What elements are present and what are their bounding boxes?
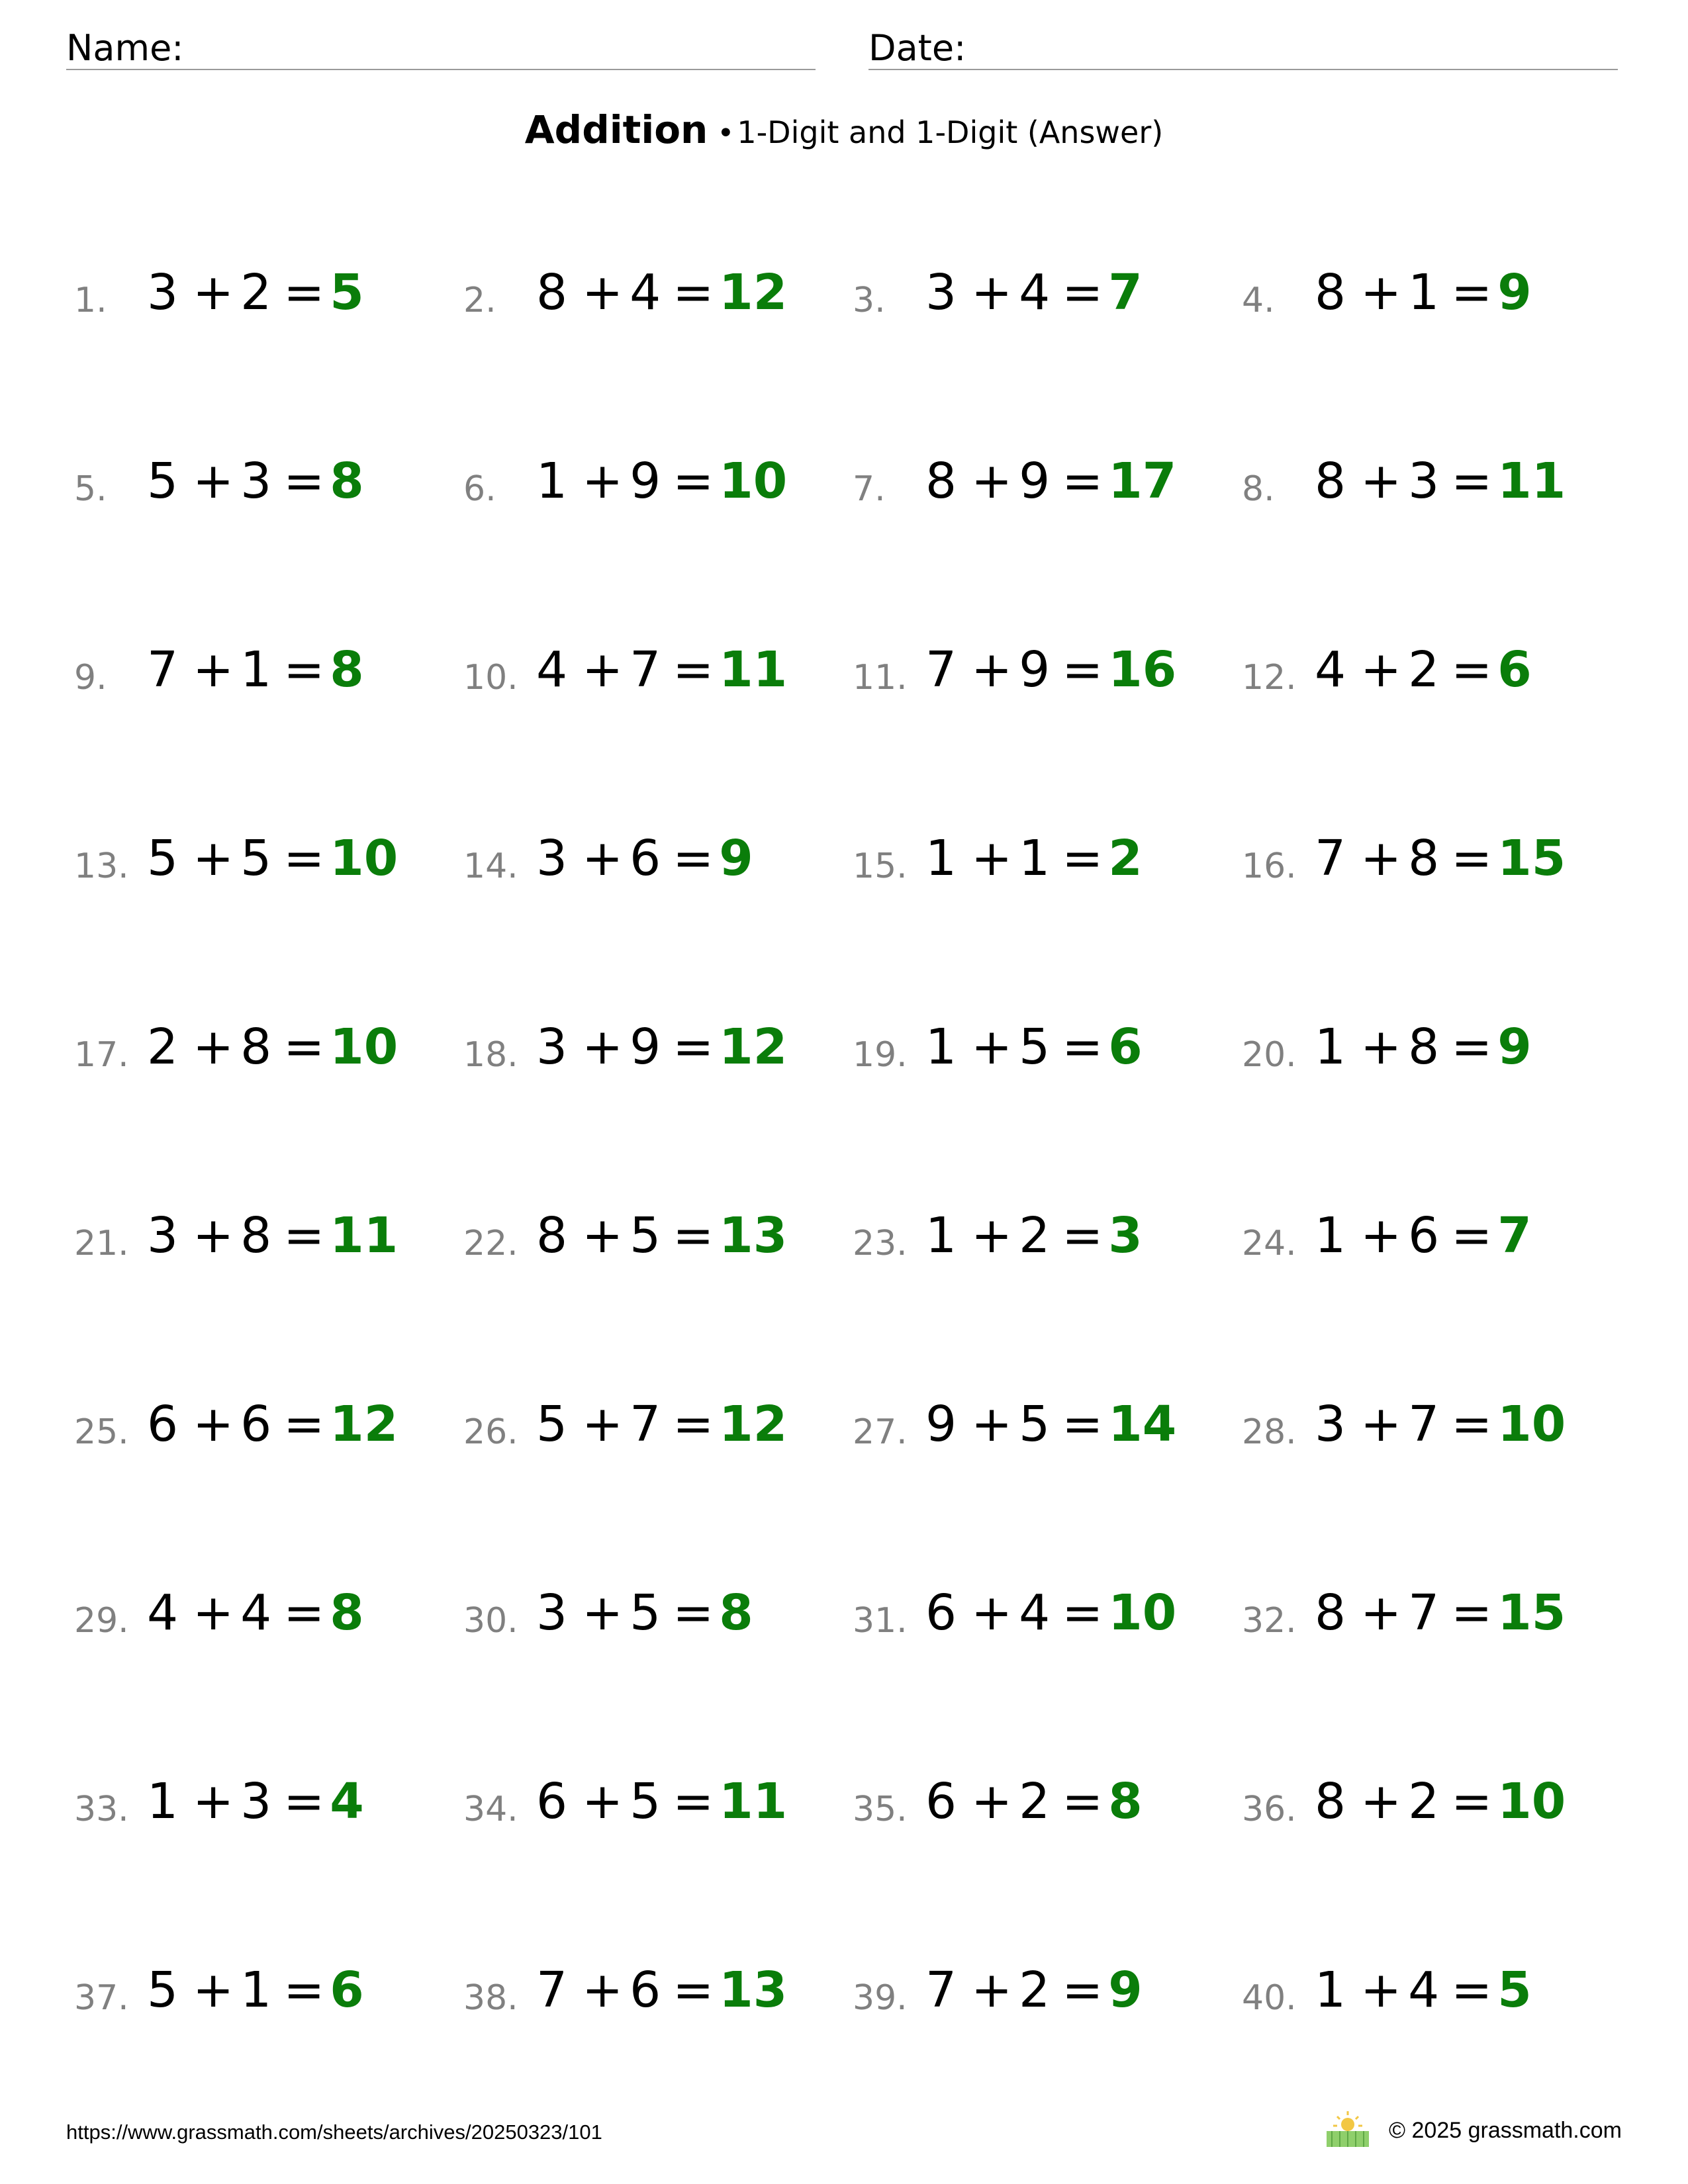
equals-sign: = — [673, 1773, 714, 1830]
addend-b: 1 — [1408, 264, 1440, 321]
problem-number: 33. — [74, 1790, 129, 1829]
addend-a: 1 — [536, 453, 568, 510]
addend-b: 3 — [1408, 453, 1440, 510]
problem-number: 21. — [74, 1224, 129, 1263]
equals-sign: = — [283, 830, 325, 887]
answer: 8 — [330, 453, 364, 510]
addend-a: 7 — [147, 641, 179, 698]
equals-sign: = — [1062, 1584, 1103, 1641]
addend-b: 5 — [630, 1207, 661, 1264]
plus-sign: + — [582, 1396, 624, 1453]
answer: 10 — [1497, 1773, 1566, 1830]
problem-number: 12. — [1242, 658, 1297, 698]
answer: 14 — [1108, 1396, 1177, 1453]
problem-expression — [147, 1203, 398, 1269]
answer: 8 — [330, 641, 364, 698]
problem-number: 9. — [74, 658, 107, 698]
addend-a: 3 — [536, 830, 568, 887]
problem-expression — [536, 448, 787, 514]
answer: 12 — [719, 1396, 788, 1453]
equals-sign: = — [1062, 641, 1103, 698]
answer: 12 — [719, 264, 788, 321]
answer: 11 — [719, 1773, 788, 1830]
plus-sign: + — [971, 453, 1013, 510]
equals-sign: = — [283, 1396, 325, 1453]
plus-sign: + — [1360, 830, 1402, 887]
addend-a: 1 — [1315, 1962, 1346, 2019]
equals-sign: = — [673, 1207, 714, 1264]
addend-a: 8 — [536, 1207, 568, 1264]
plus-sign: + — [1360, 1962, 1402, 2019]
problem-number: 25. — [74, 1412, 129, 1452]
plus-sign: + — [582, 1584, 624, 1641]
addend-a: 3 — [925, 264, 957, 321]
problem-number: 19. — [853, 1035, 908, 1075]
problem-expression — [147, 1014, 398, 1080]
equals-sign: = — [1451, 1019, 1493, 1075]
plus-sign: + — [193, 453, 234, 510]
equals-sign: = — [1451, 1962, 1493, 2019]
equals-sign: = — [1062, 1019, 1103, 1075]
plus-sign: + — [971, 1019, 1013, 1075]
plus-sign: + — [582, 1207, 624, 1264]
problem-number: 2. — [463, 281, 496, 320]
plus-sign: + — [582, 641, 624, 698]
equals-sign: = — [673, 453, 714, 510]
addend-a: 1 — [147, 1773, 179, 1830]
addend-b: 2 — [1408, 641, 1440, 698]
answer: 17 — [1108, 453, 1177, 510]
plus-sign: + — [971, 264, 1013, 321]
problem-number: 40. — [1242, 1978, 1297, 2018]
problem-expression — [147, 637, 364, 703]
problem-number: 37. — [74, 1978, 129, 2018]
problem-expression — [925, 825, 1143, 891]
plus-sign: + — [193, 830, 234, 887]
problem-number: 17. — [74, 1035, 129, 1075]
equals-sign: = — [1062, 1396, 1103, 1453]
answer: 6 — [330, 1962, 364, 2019]
problem-number: 23. — [853, 1224, 908, 1263]
addend-a: 8 — [925, 453, 957, 510]
plus-sign: + — [971, 641, 1013, 698]
problem-expression — [536, 1957, 787, 2023]
problem-expression — [925, 1014, 1143, 1080]
answer: 4 — [330, 1773, 364, 1830]
title-main: Addition — [524, 107, 708, 152]
answer: 10 — [719, 453, 788, 510]
problem-expression — [1315, 637, 1532, 703]
addend-a: 8 — [1315, 264, 1346, 321]
addend-b: 2 — [1408, 1773, 1440, 1830]
addend-b: 1 — [240, 641, 272, 698]
addend-a: 2 — [147, 1019, 179, 1075]
equals-sign: = — [1451, 453, 1493, 510]
addend-b: 4 — [1408, 1962, 1440, 2019]
addend-b: 6 — [630, 1962, 661, 2019]
answer: 11 — [1497, 453, 1566, 510]
addend-a: 6 — [536, 1773, 568, 1830]
problem-expression — [536, 1768, 787, 1835]
equals-sign: = — [1451, 264, 1493, 321]
addend-b: 1 — [1019, 830, 1051, 887]
plus-sign: + — [1360, 1207, 1402, 1264]
problem-number: 6. — [463, 469, 496, 509]
problem-number: 13. — [74, 846, 129, 886]
problem-expression — [147, 1391, 398, 1457]
answer: 7 — [1497, 1207, 1532, 1264]
plus-sign: + — [971, 1584, 1013, 1641]
problem-expression — [1315, 1203, 1532, 1269]
answer: 5 — [330, 264, 364, 321]
plus-sign: + — [1360, 453, 1402, 510]
equals-sign: = — [283, 1207, 325, 1264]
equals-sign: = — [1451, 1207, 1493, 1264]
problem-number: 28. — [1242, 1412, 1297, 1452]
plus-sign: + — [193, 1207, 234, 1264]
footer-url[interactable]: https://www.grassmath.com/sheets/archives/20250323/101 — [66, 2120, 602, 2144]
equals-sign: = — [1451, 641, 1493, 698]
answer: 15 — [1497, 830, 1566, 887]
problem-expression — [536, 1203, 787, 1269]
answer: 5 — [1497, 1962, 1532, 2019]
plus-sign: + — [582, 264, 624, 321]
addend-b: 4 — [240, 1584, 272, 1641]
plus-sign: + — [193, 264, 234, 321]
problem-expression — [147, 1768, 364, 1835]
problem-number: 16. — [1242, 846, 1297, 886]
problem-number: 36. — [1242, 1790, 1297, 1829]
answer: 16 — [1108, 641, 1177, 698]
addend-b: 8 — [1408, 830, 1440, 887]
addend-b: 4 — [1019, 1584, 1051, 1641]
addend-a: 3 — [536, 1584, 568, 1641]
title-subtitle: 1-Digit and 1-Digit (Answer) — [737, 114, 1164, 150]
problem-expression — [147, 448, 364, 514]
answer: 11 — [719, 641, 788, 698]
addend-a: 3 — [536, 1019, 568, 1075]
addend-a: 6 — [925, 1584, 957, 1641]
equals-sign: = — [673, 1019, 714, 1075]
problem-number: 7. — [853, 469, 886, 509]
equals-sign: = — [1062, 1207, 1103, 1264]
name-label: Name: — [66, 27, 184, 69]
problem-number: 34. — [463, 1790, 518, 1829]
answer: 12 — [719, 1019, 788, 1075]
problem-expression — [925, 1768, 1143, 1835]
footer-copyright: © 2025 grassmath.com — [1389, 2118, 1622, 2143]
plus-sign: + — [1360, 1019, 1402, 1075]
answer: 8 — [330, 1584, 364, 1641]
problem-expression — [925, 448, 1176, 514]
equals-sign: = — [1062, 264, 1103, 321]
addend-b: 9 — [1019, 453, 1051, 510]
problem-expression — [536, 637, 787, 703]
answer: 10 — [330, 830, 399, 887]
problem-number: 27. — [853, 1412, 908, 1452]
problem-number: 11. — [853, 658, 908, 698]
addend-a: 3 — [1315, 1396, 1346, 1453]
equals-sign: = — [283, 1019, 325, 1075]
addend-b: 6 — [240, 1396, 272, 1453]
addend-b: 6 — [630, 830, 661, 887]
addend-b: 6 — [1408, 1207, 1440, 1264]
equals-sign: = — [1451, 830, 1493, 887]
equals-sign: = — [673, 830, 714, 887]
plus-sign: + — [1360, 641, 1402, 698]
equals-sign: = — [283, 1773, 325, 1830]
answer: 8 — [719, 1584, 753, 1641]
addend-b: 9 — [1019, 641, 1051, 698]
equals-sign: = — [673, 264, 714, 321]
problem-number: 35. — [853, 1790, 908, 1829]
plus-sign: + — [193, 1584, 234, 1641]
addend-a: 5 — [536, 1396, 568, 1453]
answer: 12 — [330, 1396, 399, 1453]
problem-number: 26. — [463, 1412, 518, 1452]
problem-expression — [925, 1203, 1143, 1269]
plus-sign: + — [193, 1019, 234, 1075]
answer: 10 — [330, 1019, 399, 1075]
answer: 9 — [1497, 1019, 1532, 1075]
answer: 13 — [719, 1207, 788, 1264]
addend-a: 1 — [925, 1019, 957, 1075]
plus-sign: + — [971, 830, 1013, 887]
problem-number: 15. — [853, 846, 908, 886]
answer: 3 — [1108, 1207, 1143, 1264]
problem-expression — [1315, 259, 1532, 326]
equals-sign: = — [1062, 830, 1103, 887]
addend-b: 2 — [1019, 1962, 1051, 2019]
answer: 9 — [719, 830, 753, 887]
problem-expression — [1315, 1957, 1532, 2023]
answer: 10 — [1497, 1396, 1566, 1453]
addend-a: 8 — [1315, 1773, 1346, 1830]
problem-expression — [536, 825, 753, 891]
answer: 6 — [1497, 641, 1532, 698]
addend-a: 8 — [536, 264, 568, 321]
problem-expression — [925, 1957, 1143, 2023]
plus-sign: + — [193, 1773, 234, 1830]
answer: 9 — [1497, 264, 1532, 321]
equals-sign: = — [673, 1584, 714, 1641]
addend-a: 8 — [1315, 453, 1346, 510]
addend-a: 1 — [925, 830, 957, 887]
plus-sign: + — [582, 1962, 624, 2019]
problem-expression — [1315, 1391, 1566, 1457]
problem-expression — [536, 1580, 753, 1646]
addend-b: 5 — [630, 1584, 661, 1641]
addend-b: 9 — [630, 1019, 661, 1075]
addend-b: 5 — [1019, 1396, 1051, 1453]
addend-a: 4 — [1315, 641, 1346, 698]
problem-expression — [1315, 825, 1566, 891]
problem-number: 24. — [1242, 1224, 1297, 1263]
addend-a: 5 — [147, 1962, 179, 2019]
problem-expression — [147, 259, 364, 326]
plus-sign: + — [582, 1773, 624, 1830]
addend-a: 5 — [147, 453, 179, 510]
plus-sign: + — [193, 641, 234, 698]
problem-number: 22. — [463, 1224, 518, 1263]
equals-sign: = — [1062, 1773, 1103, 1830]
problem-number: 1. — [74, 281, 107, 320]
addend-b: 7 — [630, 1396, 661, 1453]
plus-sign: + — [582, 830, 624, 887]
addend-b: 1 — [240, 1962, 272, 2019]
addend-b: 9 — [630, 453, 661, 510]
addend-b: 4 — [630, 264, 661, 321]
plus-sign: + — [193, 1396, 234, 1453]
equals-sign: = — [1451, 1773, 1493, 1830]
addend-b: 3 — [240, 453, 272, 510]
addend-a: 5 — [147, 830, 179, 887]
equals-sign: = — [1062, 1962, 1103, 2019]
problem-expression — [536, 259, 787, 326]
addend-b: 2 — [1019, 1773, 1051, 1830]
addend-a: 7 — [1315, 830, 1346, 887]
problem-number: 8. — [1242, 469, 1275, 509]
addend-a: 3 — [147, 1207, 179, 1264]
equals-sign: = — [673, 1396, 714, 1453]
addend-a: 7 — [536, 1962, 568, 2019]
answer: 2 — [1108, 830, 1143, 887]
problem-number: 5. — [74, 469, 107, 509]
addend-b: 3 — [240, 1773, 272, 1830]
equals-sign: = — [673, 1962, 714, 2019]
addend-b: 5 — [240, 830, 272, 887]
equals-sign: = — [283, 1584, 325, 1641]
problem-number: 31. — [853, 1601, 908, 1641]
equals-sign: = — [1451, 1396, 1493, 1453]
addend-b: 7 — [1408, 1396, 1440, 1453]
answer: 7 — [1108, 264, 1143, 321]
problem-number: 30. — [463, 1601, 518, 1641]
equals-sign: = — [283, 1962, 325, 2019]
addend-b: 2 — [1019, 1207, 1051, 1264]
addend-a: 4 — [536, 641, 568, 698]
problem-expression — [925, 259, 1143, 326]
plus-sign: + — [1360, 264, 1402, 321]
grass-sun-logo-icon — [1324, 2109, 1372, 2148]
plus-sign: + — [971, 1773, 1013, 1830]
addend-b: 8 — [240, 1019, 272, 1075]
problem-expression — [925, 637, 1176, 703]
plus-sign: + — [971, 1396, 1013, 1453]
problem-expression — [147, 1580, 364, 1646]
addend-a: 7 — [925, 641, 957, 698]
addend-a: 4 — [147, 1584, 179, 1641]
plus-sign: + — [971, 1207, 1013, 1264]
answer: 8 — [1108, 1773, 1143, 1830]
problem-number: 38. — [463, 1978, 518, 2018]
addend-a: 1 — [1315, 1207, 1346, 1264]
equals-sign: = — [1451, 1584, 1493, 1641]
answer: 6 — [1108, 1019, 1143, 1075]
addend-b: 8 — [240, 1207, 272, 1264]
addend-b: 8 — [1408, 1019, 1440, 1075]
problem-expression — [1315, 1580, 1566, 1646]
problem-number: 20. — [1242, 1035, 1297, 1075]
problem-number: 14. — [463, 846, 518, 886]
answer: 10 — [1108, 1584, 1177, 1641]
problem-expression — [536, 1391, 787, 1457]
problem-number: 3. — [853, 281, 886, 320]
plus-sign: + — [1360, 1396, 1402, 1453]
problem-number: 18. — [463, 1035, 518, 1075]
addend-b: 7 — [630, 641, 661, 698]
answer: 13 — [719, 1962, 788, 2019]
equals-sign: = — [283, 641, 325, 698]
answer: 9 — [1108, 1962, 1143, 2019]
addend-a: 6 — [925, 1773, 957, 1830]
addend-b: 5 — [1019, 1019, 1051, 1075]
equals-sign: = — [283, 453, 325, 510]
addend-a: 1 — [925, 1207, 957, 1264]
problem-expression — [147, 825, 398, 891]
addend-a: 8 — [1315, 1584, 1346, 1641]
equals-sign: = — [1062, 453, 1103, 510]
addend-b: 2 — [240, 264, 272, 321]
problem-expression — [536, 1014, 787, 1080]
problem-expression — [1315, 448, 1566, 514]
title-bullet: • — [717, 116, 735, 150]
problem-expression — [925, 1580, 1176, 1646]
addend-b: 5 — [630, 1773, 661, 1830]
answer: 15 — [1497, 1584, 1566, 1641]
problem-number: 32. — [1242, 1601, 1297, 1641]
equals-sign: = — [673, 641, 714, 698]
equals-sign: = — [283, 264, 325, 321]
problem-expression — [925, 1391, 1176, 1457]
plus-sign: + — [582, 1019, 624, 1075]
problem-expression — [1315, 1768, 1566, 1835]
problem-number: 10. — [463, 658, 518, 698]
plus-sign: + — [1360, 1584, 1402, 1641]
addend-a: 1 — [1315, 1019, 1346, 1075]
problem-number: 39. — [853, 1978, 908, 2018]
answer: 11 — [330, 1207, 399, 1264]
problem-expression — [1315, 1014, 1532, 1080]
plus-sign: + — [582, 453, 624, 510]
addend-a: 3 — [147, 264, 179, 321]
plus-sign: + — [971, 1962, 1013, 2019]
problem-expression — [147, 1957, 364, 2023]
addend-a: 6 — [147, 1396, 179, 1453]
plus-sign: + — [193, 1962, 234, 2019]
addend-b: 7 — [1408, 1584, 1440, 1641]
addend-a: 9 — [925, 1396, 957, 1453]
problem-number: 4. — [1242, 281, 1275, 320]
addend-b: 4 — [1019, 264, 1051, 321]
plus-sign: + — [1360, 1773, 1402, 1830]
date-label: Date: — [868, 27, 966, 69]
addend-a: 7 — [925, 1962, 957, 2019]
problem-number: 29. — [74, 1601, 129, 1641]
